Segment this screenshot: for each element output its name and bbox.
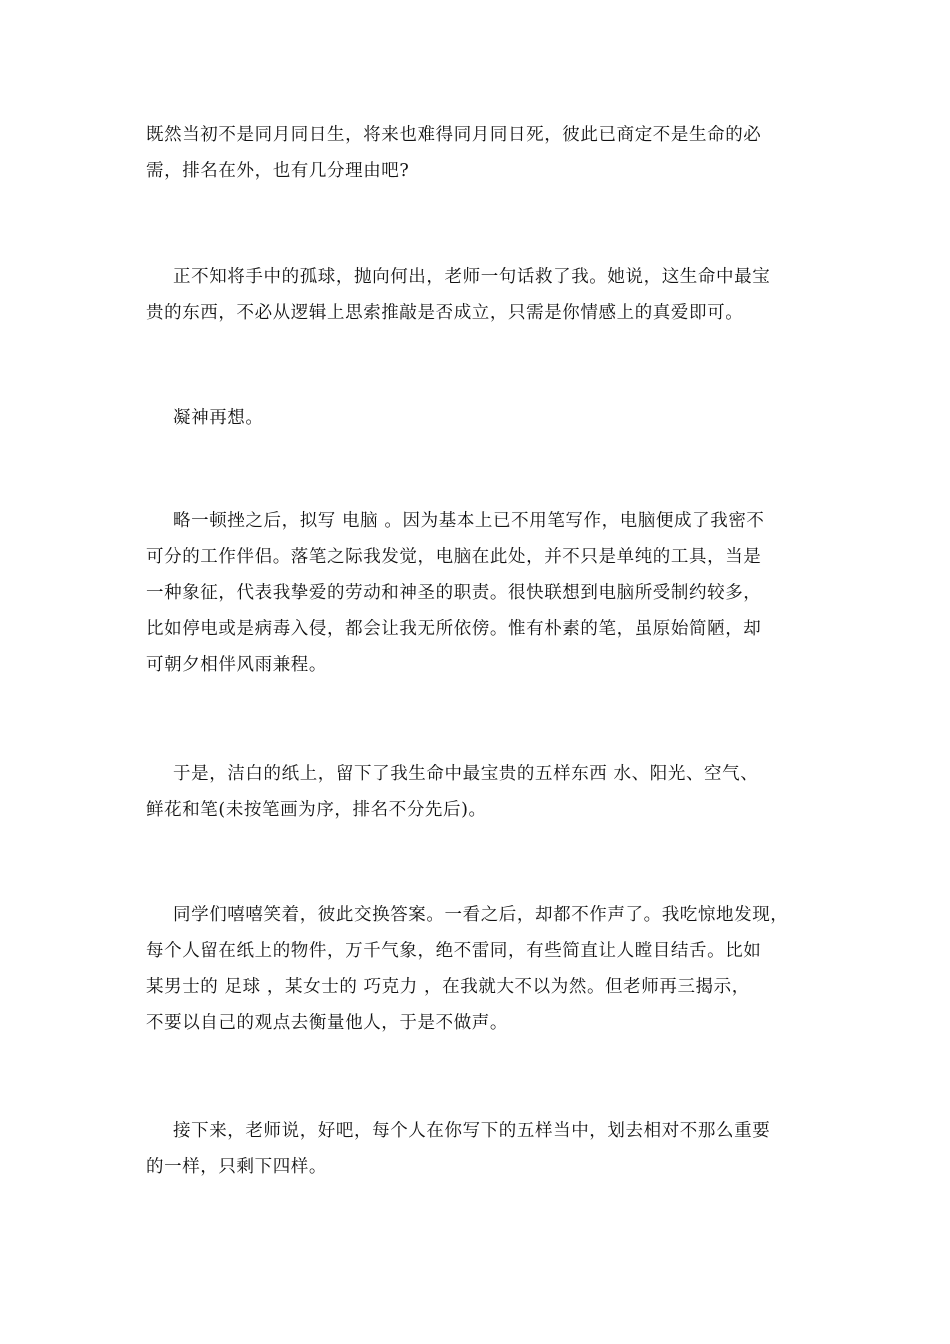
text-line: 接下来，老师说，好吧，每个人在你写下的五样当中，划去相对不那么重要 [173,1121,771,1141]
text-line: 的一样，只剩下四样。 [146,1157,327,1177]
text-line: 于是，洁白的纸上，留下了我生命中最宝贵的五样东西 水、阳光、空气、 [173,764,759,784]
text-line: 不要以自己的观点去衡量他人，于是不做声。 [146,1013,508,1033]
text-line: 既然当初不是同月同日生，将来也难得同月同日死，彼此已商定不是生命的必 [146,125,762,145]
paragraph-1 [146,117,816,189]
text-line: 略一顿挫之后，拟写 电脑 。因为基本上已不用笔写作，电脑便成了我密不 [173,511,765,531]
paragraph-5 [146,756,816,828]
paragraph-7 [146,1113,816,1185]
text-line: 凝神再想。 [173,408,264,428]
text-line: 需，排名在外，也有几分理由吧? [146,161,410,181]
text-line: 某男士的 足球 ，某女士的 巧克力 ，在我就大不以为然。但老师再三揭示， [146,977,750,997]
paragraph-3 [146,400,816,436]
text-line: 正不知将手中的孤球，抛向何出，老师一句话救了我。她说，这生命中最宝 [173,267,771,287]
text-line: 鲜花和笔(未按笔画为序，排名不分先后)。 [146,800,487,820]
text-line: 每个人留在纸上的物件，万千气象，绝不雷同，有些简直让人瞠目结舌。比如 [146,941,762,961]
text-line: 同学们嘻嘻笑着，彼此交换答案。一看之后，却都不作声了。我吃惊地发现， [173,905,789,925]
text-line: 比如停电或是病毒入侵，都会让我无所依傍。惟有朴素的笔，虽原始简陋，却 [146,619,762,639]
text-line: 可分的工作伴侣。落笔之际我发觉，电脑在此处，并不只是单纯的工具，当是 [146,547,762,567]
paragraph-2 [146,259,816,331]
text-line: 贵的东西，不必从逻辑上思索推敲是否成立，只需是你情感上的真爱即可。 [146,303,744,323]
paragraph-4 [146,503,816,683]
text-line: 一种象征，代表我挚爱的劳动和神圣的职责。很快联想到电脑所受制约较多， [146,583,762,603]
text-line: 可朝夕相伴风雨兼程。 [146,655,327,675]
paragraph-6 [146,897,816,1041]
